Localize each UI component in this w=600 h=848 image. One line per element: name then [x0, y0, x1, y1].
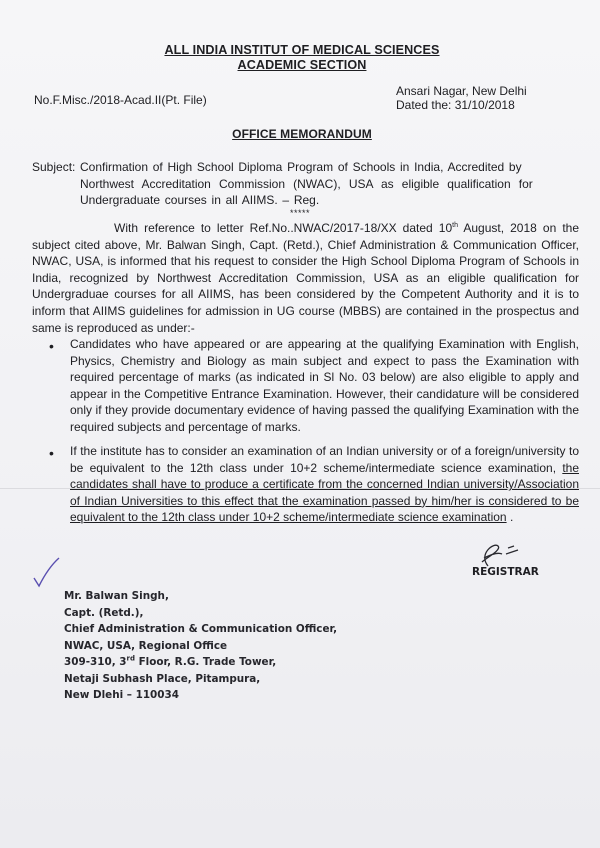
- subject-line-1: Confirmation of High School Diploma Program of Schools in India, Accredited by: [80, 160, 522, 174]
- memo-date: Dated the: 31/10/2018: [396, 98, 515, 112]
- recipient-designation: Chief Administration & Communication Officer,: [64, 623, 338, 635]
- address-line-1-pre: 309-310, 3: [64, 656, 127, 668]
- bullet-2-text-end: .: [506, 510, 514, 525]
- subject-label: Subject:: [32, 160, 76, 174]
- memo-title: OFFICE MEMORANDUM: [232, 127, 372, 141]
- file-number: No.F.Misc./2018-Acad.II(Pt. File): [34, 93, 207, 107]
- bullet-icon: •: [49, 445, 54, 461]
- recipient-address-block: [64, 588, 337, 704]
- bullet-2-text: If the institute has to consider an examination of an Indian university or of a foreign/university to be equivalent to the 12th class under 10+2 scheme/intermediate science examination,: [70, 444, 579, 475]
- intro-paragraph: [32, 220, 579, 336]
- section-heading: ACADEMIC SECTION: [237, 58, 367, 72]
- recipient-office: NWAC, USA, Regional Office: [64, 639, 228, 652]
- subject-text: [80, 159, 580, 209]
- address-line-1-sup: rd: [126, 654, 135, 663]
- institute-heading: ALL INDIA INSTITUT OF MEDICAL SCIENCES: [164, 43, 440, 57]
- intro-text-pre: With reference to letter Ref.No..NWAC/2017-18/XX dated 10: [114, 221, 453, 235]
- address-line-1-post: Floor, R.G. Trade Tower,: [134, 656, 277, 668]
- recipient-address-line-2: Netaji Subhash Place, Pitampura,: [64, 672, 261, 685]
- recipient-address-line-3: New Dlehi – 110034: [64, 689, 179, 701]
- intro-superscript: th: [452, 222, 458, 229]
- office-address: Ansari Nagar, New Delhi: [396, 84, 527, 98]
- recipient-name: Mr. Balwan Singh,: [64, 590, 169, 602]
- signature-mark: [468, 536, 528, 570]
- tick-mark-icon: [32, 556, 62, 590]
- subject-line-2: Northwest Accreditation Commission (NWAC), USA as eligible qualification for: [80, 176, 533, 191]
- recipient-rank: Capt. (Retd.),: [64, 606, 144, 619]
- bullet-icon: •: [49, 338, 54, 354]
- separator-stars: *****: [289, 208, 310, 218]
- subject-line-3: Undergraduate courses in all AIIMS. – Reg.: [80, 193, 320, 208]
- recipient-address-line-1: [64, 654, 337, 671]
- bullet-item-2: [70, 443, 579, 526]
- bullet-item-1: Candidates who have appeared or are appearing at the qualifying Examination with English, Physics, Chemistry and Biology as main subject and expect to pass the Examination with required percentage of marks (as indicated in Sl No. 03 below) are also eligible to apply and appear in the Competitive Entrance Examination. However, their candidature will be considered only if they provide documentary evidence of having passed the qualifying Examination with the required subjects and percentage of marks.: [70, 337, 579, 434]
- bullet-2-underlined-text: the candidates shall have to produce a certificate from the concerned Indian university/Association of Indian Universities to this effect that the examination passed by him/her is considered to be equivalent to the 12th class under 10+2 scheme/intermediate science examination: [70, 460, 579, 525]
- intro-text-post: August, 2018 on the subject cited above, Mr. Balwan Singh, Capt. (Retd.), Chief Administration & Communication Officer, NWAC, USA, is informed that his request to consider the High School Diploma Program of Schools in India, recognized by Northwest Accreditation Commission, USA as an eligible qualification for Undergraduae courses for all AIIMS, has been considered by the Competent Authority and it is to inform that AIIMS guidelines for admission in UG course (MBBS) are contained in the prospectus and same is reproduced as under:-: [32, 221, 579, 335]
- signatory-title: REGISTRAR: [472, 566, 539, 578]
